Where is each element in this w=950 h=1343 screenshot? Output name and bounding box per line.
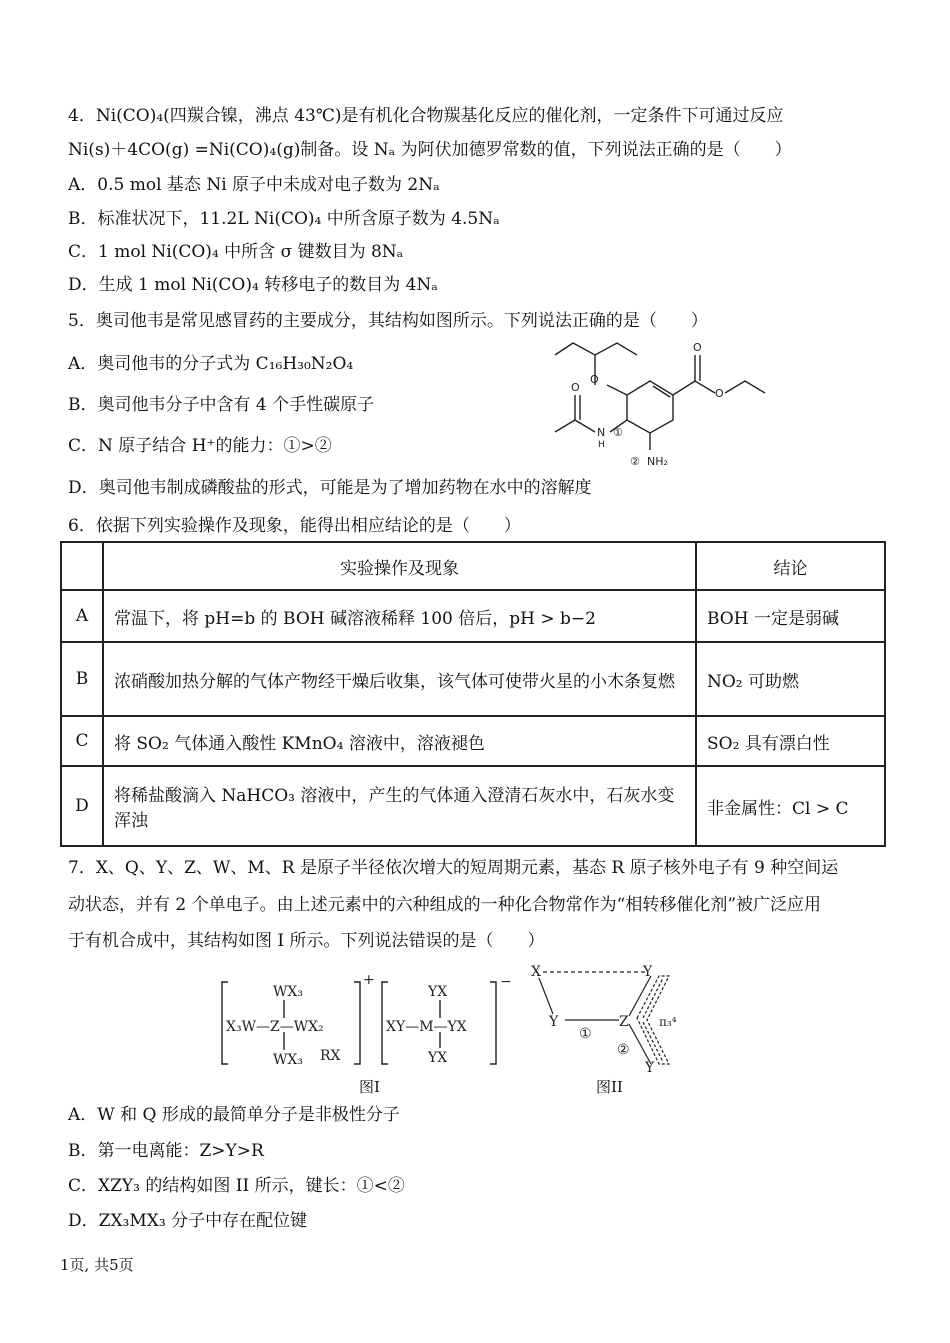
svg-text:Z: Z (619, 1014, 629, 1030)
svg-text:O: O (571, 381, 580, 394)
q5-option-a: A．奥司他韦的分子式为 C₁₆H₃₀N₂O₄ (68, 354, 354, 374)
figure-1-caption: 图I (359, 1078, 380, 1096)
svg-text:+: + (363, 972, 375, 988)
svg-text:O: O (715, 387, 724, 400)
svg-text:RX: RX (320, 1048, 341, 1064)
row-conclusion: SO₂ 具有漂白性 (696, 716, 885, 766)
row-label: C (61, 716, 103, 766)
q4-stem-line2: Ni(s)＋4CO(g) =Ni(CO)₄(g)制备。设 Nₐ 为阿伏加德罗常数的值，下列说法正确的是（ ） (68, 140, 792, 160)
oseltamivir-structure (545, 335, 785, 475)
row-label: A (61, 590, 103, 642)
q4-option-d: D．生成 1 mol Ni(CO)₄ 转移电子的数目为 4Nₐ (68, 275, 438, 295)
amide-n-label: N (597, 426, 606, 439)
table-header-operation: 实验操作及现象 (103, 542, 696, 590)
svg-text:X₃W—Z—WX₂: X₃W—Z—WX₂ (226, 1019, 324, 1035)
svg-text:WX₃: WX₃ (273, 984, 303, 1000)
row-conclusion: NO₂ 可助燃 (696, 642, 885, 716)
svg-text:YX: YX (428, 984, 448, 1000)
svg-text:π₃⁴: π₃⁴ (659, 1015, 677, 1029)
row-operation: 常温下，将 pH=b 的 BOH 碱溶液稀释 100 倍后，pH > b−2 (103, 590, 696, 642)
row-operation: 将稀盐酸滴入 NaHCO₃ 溶液中，产生的气体通入澄清石灰水中，石灰水变浑浊 (103, 766, 696, 846)
q5-option-b: B．奥司他韦分子中含有 4 个手性碳原子 (68, 395, 375, 415)
svg-text:X: X (531, 964, 541, 980)
table-row (61, 642, 885, 716)
table-header-row (61, 542, 885, 590)
svg-text:①: ① (579, 1026, 592, 1042)
table-header-label (61, 542, 103, 590)
q5-option-d: D．奥司他韦制成磷酸盐的形式，可能是为了增加药物在水中的溶解度 (68, 478, 592, 498)
circle-2-label: ② (630, 455, 640, 468)
figure-2-caption: 图II (596, 1078, 623, 1096)
svg-text:Y: Y (645, 1060, 655, 1076)
amine-nh2-label: NH₂ (647, 455, 668, 468)
svg-text:O: O (693, 341, 702, 354)
svg-text:WX₃: WX₃ (273, 1052, 303, 1068)
q7-stem-line3: 于有机合成中，其结构如图 I 所示。下列说法错误的是（ ） (68, 931, 545, 951)
figure-2-xzy3-structure (525, 958, 695, 1076)
q7-option-b: B．第一电离能：Z>Y>R (68, 1141, 264, 1161)
row-conclusion: 非金属性：Cl > C (696, 766, 885, 846)
q5-option-c: C．N 原子结合 H⁺的能力：①>② (68, 436, 332, 456)
svg-text:−: − (500, 974, 512, 990)
q7-option-c: C．XZY₃ 的结构如图 II 所示，键长：①<② (68, 1176, 405, 1196)
row-operation: 将 SO₂ 气体通入酸性 KMnO₄ 溶液中，溶液褪色 (103, 716, 696, 766)
q5-stem: 5．奥司他韦是常见感冒药的主要成分，其结构如图所示。下列说法正确的是（ ） (68, 311, 708, 331)
figure-1-ionic-structure (218, 972, 518, 1072)
q4-stem-line1: 4．Ni(CO)₄(四羰合镍，沸点 43℃)是有机化合物羰基化反应的催化剂，一定条件下可通过反应 (68, 106, 784, 126)
experiment-table (60, 541, 886, 847)
q6-stem: 6．依据下列实验操作及现象，能得出相应结论的是（ ） (68, 516, 521, 536)
table-header-conclusion: 结论 (696, 542, 885, 590)
svg-text:YX: YX (428, 1050, 448, 1066)
table-row (61, 716, 885, 766)
row-conclusion: BOH 一定是弱碱 (696, 590, 885, 642)
svg-text:H: H (598, 440, 605, 450)
svg-text:Y: Y (549, 1014, 559, 1030)
row-label: B (61, 642, 103, 716)
svg-text:XY—M—YX: XY—M—YX (386, 1019, 467, 1035)
q7-option-d: D．ZX₃MX₃ 分子中存在配位键 (68, 1211, 308, 1231)
row-operation: 浓硝酸加热分解的气体产物经干燥后收集，该气体可使带火星的小木条复燃 (103, 642, 696, 716)
q7-option-a: A．W 和 Q 形成的最简单分子是非极性分子 (68, 1105, 400, 1125)
page-footer: 1页, 共5页 (60, 1256, 134, 1274)
table-row (61, 766, 885, 846)
q4-option-b: B．标准状况下，11.2L Ni(CO)₄ 中所含原子数为 4.5Nₐ (68, 209, 500, 229)
q4-option-c: C．1 mol Ni(CO)₄ 中所含 σ 键数目为 8Nₐ (68, 242, 404, 262)
svg-text:O: O (590, 373, 599, 386)
q7-stem-line2: 动状态，并有 2 个单电子。由上述元素中的六种组成的一种化合物常作为“相转移催化剂”被广泛应用 (68, 895, 822, 915)
q4-option-a: A．0.5 mol 基态 Ni 原子中未成对电子数为 2Nₐ (68, 175, 440, 195)
table-row (61, 590, 885, 642)
circle-1-label: ① (613, 426, 623, 439)
row-label: D (61, 766, 103, 846)
q7-stem-line1: 7．X、Q、Y、Z、W、M、R 是原子半径依次增大的短周期元素，基态 R 原子核外电子有 9 种空间运 (68, 858, 839, 878)
svg-text:Y: Y (643, 964, 653, 980)
svg-text:②: ② (617, 1042, 630, 1058)
